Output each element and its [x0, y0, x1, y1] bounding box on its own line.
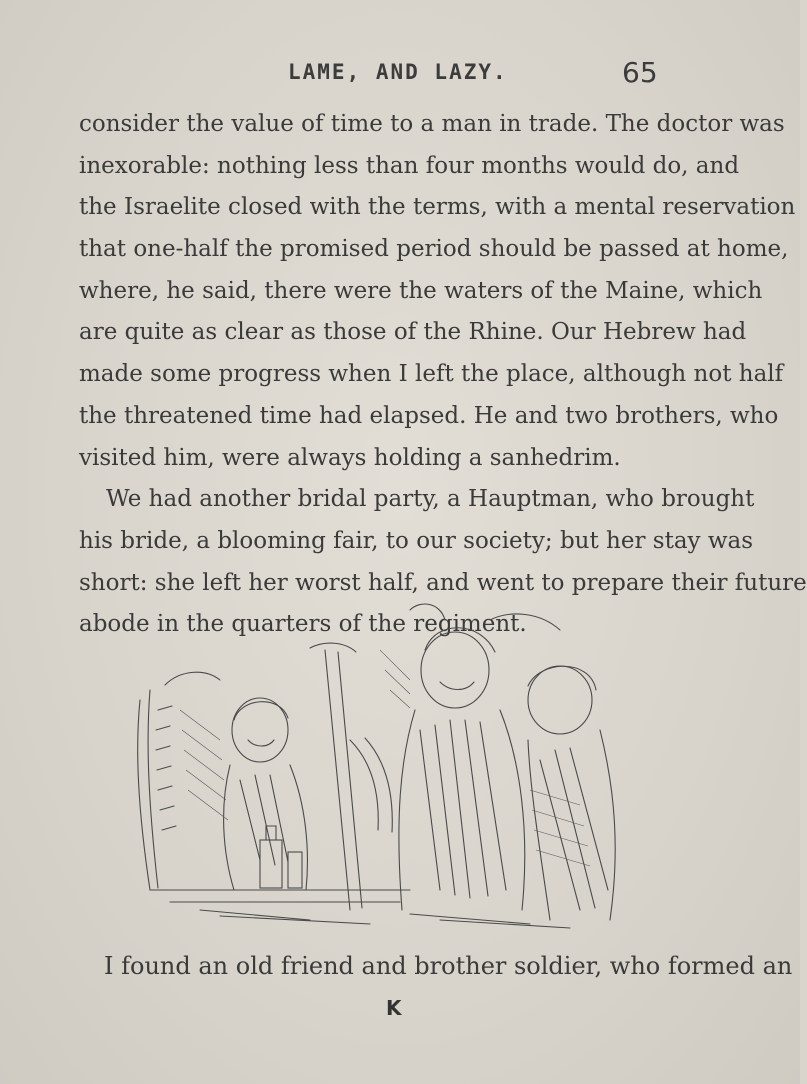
- text-line: that one-half the promised period should be passed at home,: [79, 236, 789, 263]
- text-line: visited him, were always holding a sanhedrim.: [79, 444, 621, 471]
- engraving-illustration: [110, 590, 640, 940]
- body-text: [79, 104, 807, 646]
- text-line: are quite as clear as those of the Rhine. Our Hebrew had: [79, 319, 747, 346]
- text-line: abode in the quarters of the regiment.: [79, 611, 527, 638]
- signature-mark: K: [386, 996, 402, 1020]
- caption-line: I found an old friend and brother soldier, who formed an: [104, 952, 793, 980]
- text-line: inexorable: nothing less than four months would do, and: [79, 152, 740, 179]
- text-line: the threatened time had elapsed. He and two brothers, who: [79, 402, 779, 429]
- text-line: the Israelite closed with the terms, with a mental reservation: [79, 194, 796, 221]
- running-head: LAME, AND LAZY.: [288, 60, 508, 84]
- text-line: his bride, a blooming fair, to our society; but her stay was: [79, 527, 754, 554]
- engraving-drawing: [110, 590, 640, 940]
- text-line: short: she left her worst half, and went to prepare their future: [79, 569, 807, 596]
- text-line: We had another bridal party, a Hauptman, who brought: [106, 486, 755, 513]
- text-line: where, he said, there were the waters of the Maine, which: [79, 277, 763, 304]
- text-line: consider the value of time to a man in trade. The doctor was: [79, 111, 785, 137]
- paragraph: [79, 104, 796, 479]
- text-line: made some progress when I left the place, although not half: [79, 361, 784, 388]
- page-header: [0, 56, 800, 92]
- page-number: 65: [622, 56, 658, 89]
